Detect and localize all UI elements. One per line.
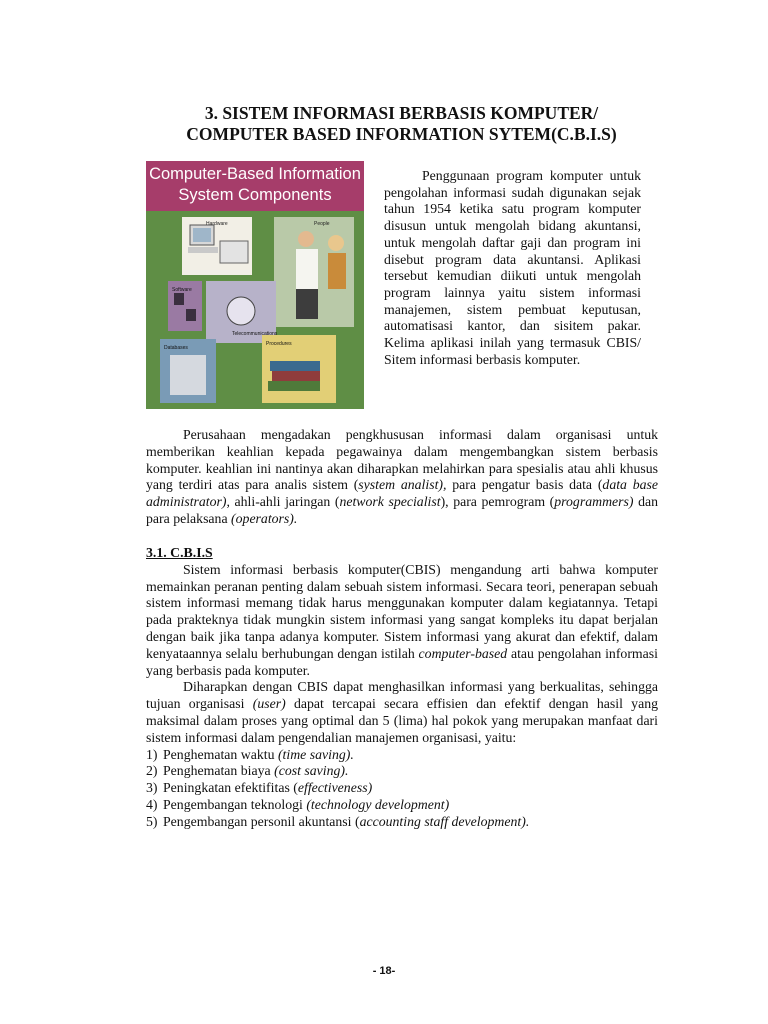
list-item (146, 797, 658, 814)
paragraph-specialization (146, 427, 658, 528)
section-p1-italic: computer-based (418, 645, 508, 661)
list-item-text: Pengembangan personil akuntansi ( (163, 813, 360, 829)
section-cbis (146, 545, 658, 831)
label-hardware: Hardware (206, 221, 228, 227)
figure-illustration (146, 211, 364, 409)
list-item-number: 4) (146, 796, 158, 812)
para1-italic-5: (operators). (231, 510, 298, 526)
section-p1-text-a: Sistem informasi berbasis komputer(CBIS) mengandung arti bahwa komputer memainkan peranan penting dalam sebuah sistem informasi. Secara teori, penerapan sebuah sistem informasi memang tidak harus menggunakan komputer dalam kegiatannya. Tetapi pada prakteknya tidak mungkin sistem informasi yang sangat kompleks itu dapat berjalan dengan baik jika tanpa adanya komputer. Sistem informasi yang akurat dan efektif, dalam kenyataannya selalu berhubungan dengan istilah (146, 561, 658, 661)
list-item-text: Pengembangan teknologi (163, 796, 307, 812)
section-p2-text-a: Diharapkan dengan CBIS dapat menghasilkan informasi yang berkualitas, sehingga tujuan organisasi (146, 679, 658, 712)
label-software: Software (172, 287, 192, 293)
list-item (146, 763, 658, 780)
list-item (146, 747, 658, 764)
list-item-number: 2) (146, 763, 158, 779)
section-heading: 3.1. C.B.I.S (146, 545, 213, 560)
para1-text-5: dan para pelaksana (146, 494, 658, 526)
list-item-italic: effectiveness) (297, 780, 373, 796)
list-item-text: Penghematan biaya (163, 763, 275, 779)
para1-italic-1: system analist), (358, 477, 447, 493)
section-p1-text-b: atau pengolahan informasi yang berbasis pada komputer. (146, 645, 658, 678)
person-icon (298, 231, 314, 247)
list-item (146, 814, 658, 831)
para1-italic-2: data base administrator) (146, 477, 658, 510)
cbis-components-figure (146, 161, 364, 409)
printer-icon (220, 241, 248, 263)
list-item-number: 3) (146, 780, 158, 796)
page-number: - 18- (372, 965, 396, 977)
para1-italic-3: network specialist (339, 494, 441, 510)
para1-text-3: , ahli-ahli jaringan ( (226, 494, 340, 510)
list-item-number: 5) (146, 813, 158, 829)
figure-heading-line-1: Computer-Based Information (149, 165, 361, 183)
section-p2-italic: (user) (252, 696, 286, 712)
list-item-italic: (cost saving). (274, 763, 349, 779)
list-item-italic: accounting staff development). (359, 813, 530, 829)
list-item (146, 780, 658, 797)
benefits-list (146, 747, 658, 831)
para1-text-1: Perusahaan mengadakan pengkhususan informasi dalam organisasi untuk memberikan keahlian kepada pegawainya dalam mengembangkan sistem berbasis komputer. keahlian ini nantinya akan diharapkan melahirkan para spesialis atau ahli khusus yang terdiri atas para analis sistem ( (146, 427, 658, 493)
page-title (145, 103, 658, 145)
para1-text-4: ), para pemrogram ( (440, 494, 555, 510)
components-illustration (146, 211, 364, 409)
books-icon (270, 361, 320, 371)
title-line-1: 3. SISTEM INFORMASI BERBASIS KOMPUTER/ (204, 103, 599, 123)
list-item-text: Penghematan waktu (163, 746, 278, 762)
list-item-italic: (technology development) (306, 796, 450, 812)
para1-text-2: para pengatur basis data ( (446, 477, 603, 493)
section-p2-text-b: dapat tercapai secara effisien dan efektif dengan hasil yang maksimal dalam proses yang optimal dan 5 (lima) hal pokok yang merupakan manfaat dari sistem informasi dalam pengendalian manajemen organisasi, yaitu: (146, 696, 659, 745)
list-item-text: Peningkatan efektifitas ( (163, 780, 298, 796)
para1-italic-4: programmers) (554, 494, 634, 510)
figure-heading-line-2: System Components (178, 186, 332, 204)
intro-paragraph (384, 168, 641, 368)
label-people: People (314, 221, 330, 227)
list-item-number: 1) (146, 746, 158, 762)
label-telecom: Telecommunications (232, 331, 278, 337)
intro-text: Penggunaan program komputer untuk pengolahan informasi sudah digunakan sejak tahun 1954 ketika satu program komputer disusun untuk mengolah bidang akuntansi, untuk mengolah daftar gaji dan program ini disebut program data akuntansi. Aplikasi tersebut kemudian diikuti untuk mengolah program lainnya yaitu sistem informasi manajemen, sistem pembuat keputusan, automatisasi kantor, dan sisitem pakar. Kelima aplikasi inilah yang termasuk CBIS/ Sitem informasi berbasis komputer. (384, 168, 641, 367)
label-database: Databases (164, 345, 188, 351)
figure-heading (146, 161, 364, 211)
title-line-2: COMPUTER BASED INFORMATION SYTEM(C.B.I.S) (186, 124, 617, 144)
list-item-italic: (time saving). (277, 746, 354, 762)
label-procedures: Procedures (266, 341, 292, 347)
